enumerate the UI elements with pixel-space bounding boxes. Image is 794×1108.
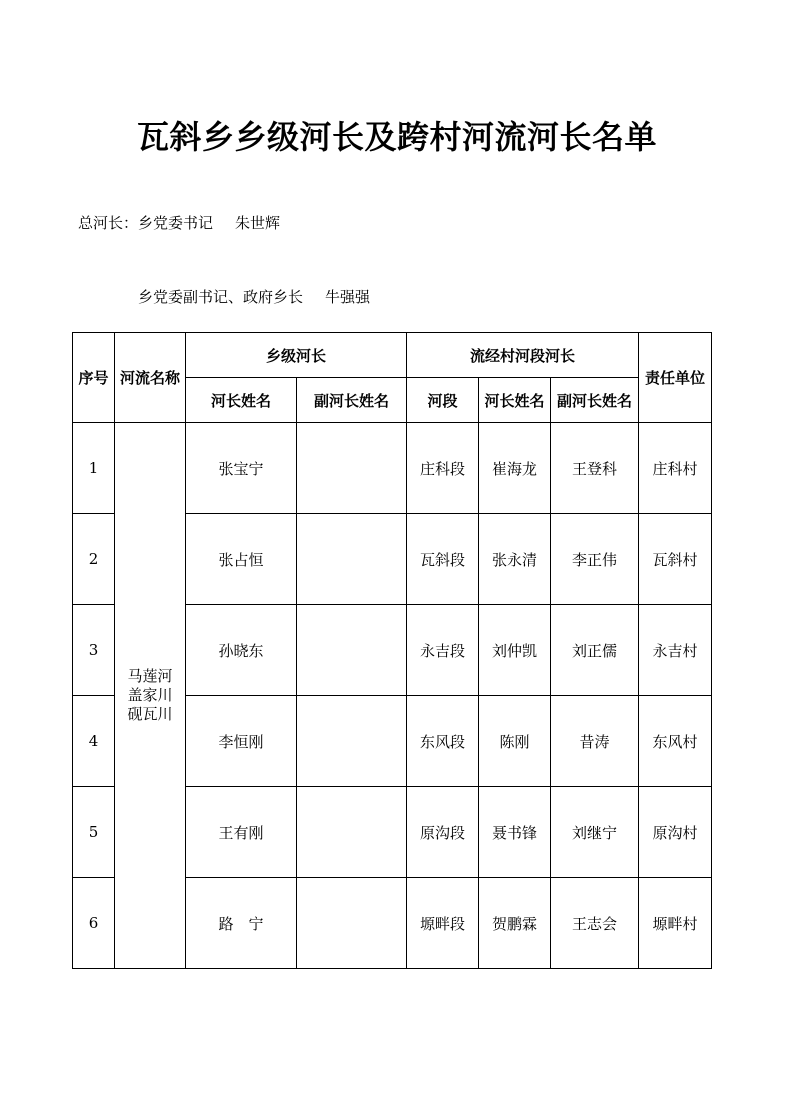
seq-cell: 3: [73, 605, 115, 696]
deputy-cell: [297, 696, 407, 787]
village-deputy-cell: 刘正儒: [551, 605, 639, 696]
header-village-chief-name: 河长姓名: [479, 378, 551, 423]
header-village-chief: 流经村河段河长: [407, 333, 639, 378]
chief-cell: 张宝宁: [186, 423, 297, 514]
segment-cell: 庄科段: [407, 423, 479, 514]
seq-cell: 2: [73, 514, 115, 605]
chief-name: 朱世辉: [235, 214, 281, 232]
seq-cell: 6: [73, 878, 115, 969]
header-seq: 序号: [73, 333, 115, 423]
deputy-cell: [297, 423, 407, 514]
segment-cell: 东风段: [407, 696, 479, 787]
village-deputy-cell: 王志会: [551, 878, 639, 969]
deputy-cell: [297, 514, 407, 605]
seq-cell: 1: [73, 423, 115, 514]
deputy-name: 牛强强: [325, 288, 371, 306]
unit-cell: 塬畔村: [639, 878, 712, 969]
river-names-cell: [115, 423, 186, 969]
segment-cell: 原沟段: [407, 787, 479, 878]
deputy-title: 乡党委副书记、政府乡长: [138, 288, 304, 306]
village-chief-cell: 贺鹏霖: [479, 878, 551, 969]
segment-cell: 永吉段: [407, 605, 479, 696]
chief-label: 总河长：: [78, 214, 139, 232]
river-name: 马莲河: [127, 667, 173, 685]
village-deputy-cell: 王登科: [551, 423, 639, 514]
chief-cell: 孙晓东: [186, 605, 297, 696]
segment-cell: 瓦斜段: [407, 514, 479, 605]
village-chief-cell: 张永清: [479, 514, 551, 605]
village-deputy-cell: 昔涛: [551, 696, 639, 787]
header-village-deputy-name: 副河长姓名: [551, 378, 639, 423]
river-name: 盖家川: [127, 686, 173, 704]
village-deputy-cell: 李正伟: [551, 514, 639, 605]
village-chief-cell: 刘仲凯: [479, 605, 551, 696]
table-row: [73, 423, 712, 514]
chief-title: 乡党委书记: [138, 214, 214, 232]
village-chief-cell: 聂书锋: [479, 787, 551, 878]
deputy-line: [138, 286, 370, 307]
chief-cell: 王有刚: [186, 787, 297, 878]
header-unit: 责任单位: [639, 333, 712, 423]
chief-line: [78, 212, 280, 233]
header-river: 河流名称: [115, 333, 186, 423]
deputy-cell: [297, 605, 407, 696]
village-chief-cell: 陈刚: [479, 696, 551, 787]
chief-cell: 李恒刚: [186, 696, 297, 787]
document-title: 瓦斜乡乡级河长及跨村河流河长名单: [136, 118, 657, 156]
chief-cell: 张占恒: [186, 514, 297, 605]
river-name: 砚瓦川: [127, 705, 173, 723]
header-segment: 河段: [407, 378, 479, 423]
seq-cell: 5: [73, 787, 115, 878]
unit-cell: 原沟村: [639, 787, 712, 878]
unit-cell: 瓦斜村: [639, 514, 712, 605]
unit-cell: 庄科村: [639, 423, 712, 514]
unit-cell: 永吉村: [639, 605, 712, 696]
unit-cell: 东风村: [639, 696, 712, 787]
deputy-cell: [297, 787, 407, 878]
header-township-chief: 乡级河长: [186, 333, 407, 378]
segment-cell: 塬畔段: [407, 878, 479, 969]
river-chief-table: [72, 332, 712, 969]
header-deputy-name: 副河长姓名: [297, 378, 407, 423]
chief-cell: 路 宁: [186, 878, 297, 969]
deputy-cell: [297, 878, 407, 969]
village-chief-cell: 崔海龙: [479, 423, 551, 514]
village-deputy-cell: 刘继宁: [551, 787, 639, 878]
seq-cell: 4: [73, 696, 115, 787]
header-chief-name: 河长姓名: [186, 378, 297, 423]
